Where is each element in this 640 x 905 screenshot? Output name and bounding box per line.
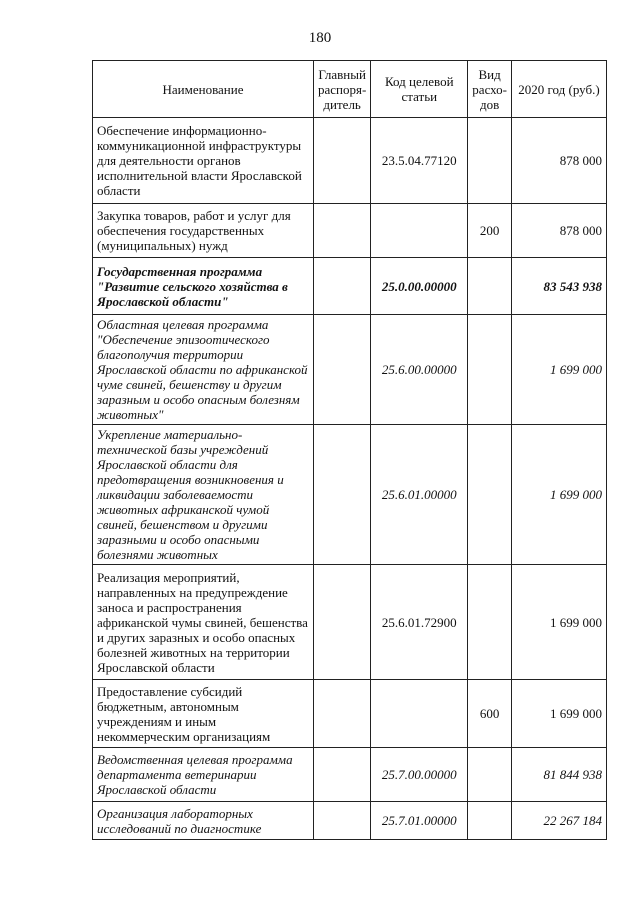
header-name: Наименование <box>93 61 314 118</box>
header-row <box>93 61 607 118</box>
row-manager-cell <box>314 425 371 565</box>
table-row <box>93 680 607 748</box>
row-code-cell: 25.0.00.00000 <box>371 258 468 315</box>
row-amount-cell: 1 699 000 <box>512 425 607 565</box>
table-row <box>93 204 607 258</box>
row-name-cell: Государственная программа "Развитие сельского хозяйства в Ярославской области" <box>93 258 314 315</box>
row-amount-cell: 1 699 000 <box>512 565 607 680</box>
row-name-cell: Укрепление материально-технической базы учреждений Ярославской области для предотвращения возникновения и ликвидации заболеваемости животных африканской чумой свиней, бешенством и другими заразными и особо опасными болезнями животных <box>93 425 314 565</box>
row-manager-cell <box>314 118 371 204</box>
row-name-cell: Закупка товаров, работ и услуг для обеспечения государственных (муниципальных) нужд <box>93 204 314 258</box>
row-amount-cell: 22 267 184 <box>512 802 607 840</box>
header-code: Код целевой статьи <box>371 61 468 118</box>
row-name-cell: Реализация мероприятий, направленных на предупреждение заноса и распространения африканской чумы свиней, бешенства и других заразных и особо опасных болезней животных на территории Ярославской области <box>93 565 314 680</box>
row-expense-type-cell: 600 <box>468 680 512 748</box>
table-row <box>93 258 607 315</box>
row-expense-type-cell <box>468 565 512 680</box>
row-code-cell: 23.5.04.77120 <box>371 118 468 204</box>
budget-table <box>92 60 607 840</box>
row-code-cell: 25.7.00.00000 <box>371 748 468 802</box>
row-manager-cell <box>314 680 371 748</box>
row-expense-type-cell <box>468 315 512 425</box>
row-expense-type-cell <box>468 118 512 204</box>
row-expense-type-cell <box>468 425 512 565</box>
table-row <box>93 802 607 840</box>
header-manager: Главный распоря-дитель <box>314 61 371 118</box>
row-amount-cell: 81 844 938 <box>512 748 607 802</box>
row-code-cell: 25.7.01.00000 <box>371 802 468 840</box>
row-code-cell: 25.6.01.00000 <box>371 425 468 565</box>
row-manager-cell <box>314 748 371 802</box>
row-amount-cell: 1 699 000 <box>512 680 607 748</box>
table-row <box>93 748 607 802</box>
table-row <box>93 565 607 680</box>
table-row <box>93 118 607 204</box>
row-name-cell: Ведомственная целевая программа департамента ветеринарии Ярославской области <box>93 748 314 802</box>
row-manager-cell <box>314 565 371 680</box>
row-amount-cell: 83 543 938 <box>512 258 607 315</box>
table-row <box>93 315 607 425</box>
row-expense-type-cell: 200 <box>468 204 512 258</box>
row-name-cell: Обеспечение информационно-коммуникационной инфраструктуры для деятельности органов исполнительной власти Ярославской области <box>93 118 314 204</box>
row-amount-cell: 878 000 <box>512 204 607 258</box>
row-amount-cell: 878 000 <box>512 118 607 204</box>
header-expense-type: Вид расхо-дов <box>468 61 512 118</box>
row-manager-cell <box>314 315 371 425</box>
row-code-cell <box>371 204 468 258</box>
page-number: 180 <box>308 30 332 46</box>
row-amount-cell: 1 699 000 <box>512 315 607 425</box>
row-manager-cell <box>314 258 371 315</box>
row-name-cell: Организация лабораторных исследований по диагностике <box>93 802 314 840</box>
row-code-cell: 25.6.00.00000 <box>371 315 468 425</box>
row-name-cell: Областная целевая программа "Обеспечение эпизоотического благополучия территории Ярославской области по африканской чуме свиней, бешенству и другим заразным и особо опасным болезням животных" <box>93 315 314 425</box>
row-expense-type-cell <box>468 802 512 840</box>
row-code-cell <box>371 680 468 748</box>
row-name-cell: Предоставление субсидий бюджетным, автономным учреждениям и иным некоммерческим организациям <box>93 680 314 748</box>
header-amount: 2020 год (руб.) <box>512 61 607 118</box>
row-manager-cell <box>314 204 371 258</box>
row-expense-type-cell <box>468 258 512 315</box>
row-code-cell: 25.6.01.72900 <box>371 565 468 680</box>
table-row <box>93 425 607 565</box>
row-manager-cell <box>314 802 371 840</box>
row-expense-type-cell <box>468 748 512 802</box>
